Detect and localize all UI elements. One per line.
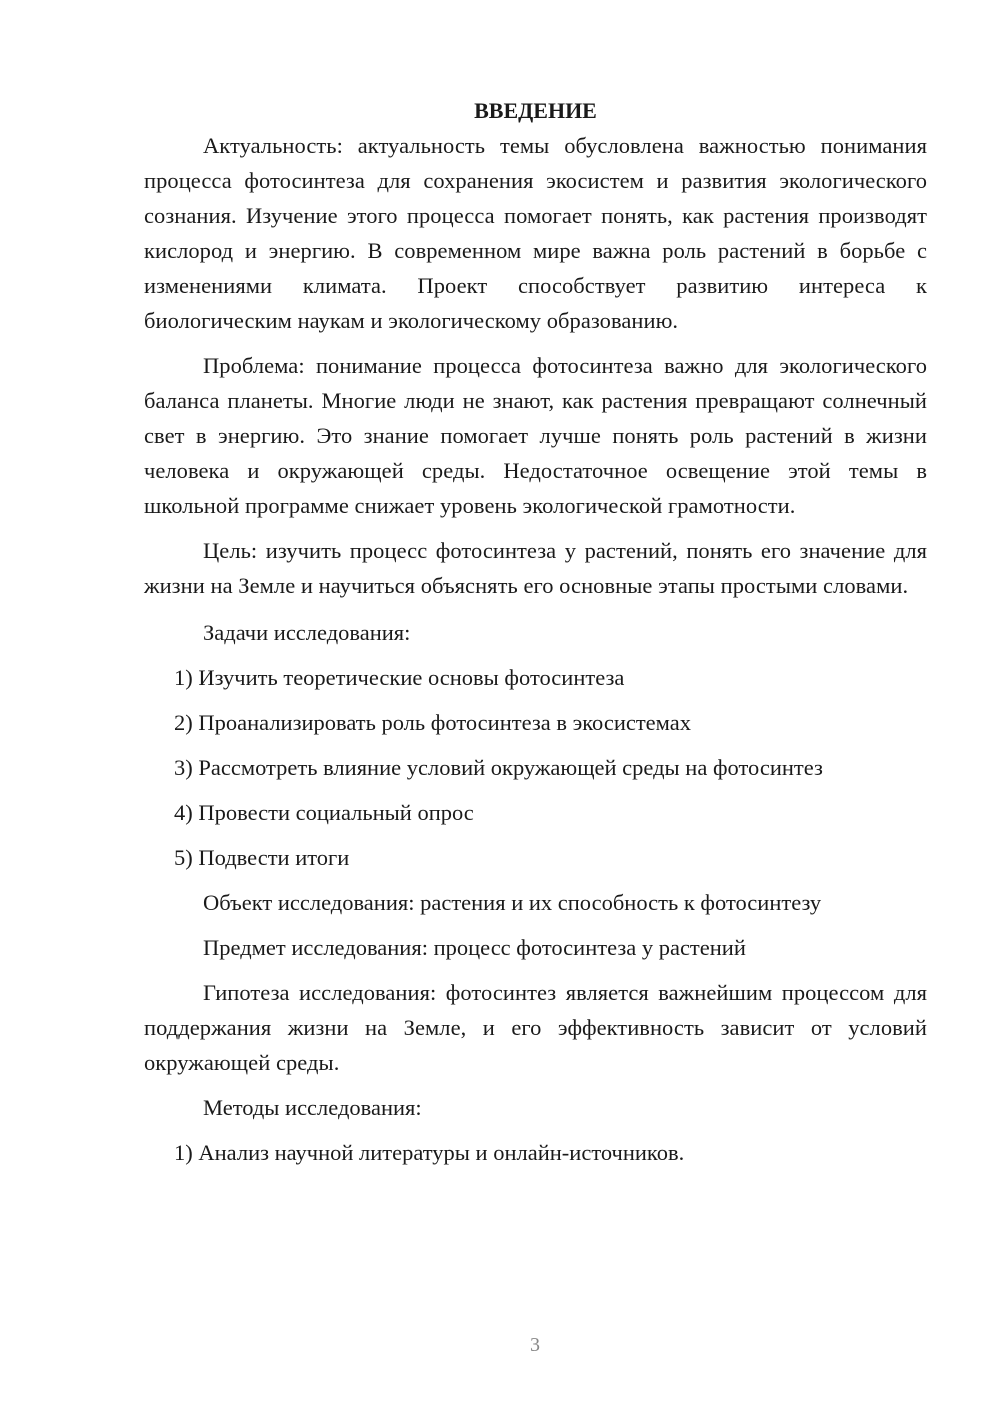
list-item: 2) Проанализировать роль фотосинтеза в экосистемах (174, 710, 691, 735)
list-item: 5) Подвести итоги (174, 845, 350, 870)
list-item: 1) Изучить теоретические основы фотосинтеза (174, 665, 625, 690)
problem-paragraph: Проблема: понимание процесса фотосинтеза важно для экологического баланса планеты. Многие люди не знают, как растения превращают солнечный свет в энергию. Это знание помогает лучше понять роль растений в жизни человека и окружающей среды. Недостаточное освещение этой темы в школьной программе снижает уровень экологической грамотности. (144, 353, 927, 518)
methods-list (144, 1135, 927, 1170)
relevance-paragraph: Актуальность: актуальность темы обусловлена важностью понимания процесса фотосинтеза для сохранения экосистем и развития экологического сознания. Изучение этого процесса помогает понять, как растения производят кислород и энергию. В современном мире важна роль растений в борьбе с изменениями климата. Проект способствует развитию интереса к биологическим наукам и экологическому образованию. (144, 133, 927, 333)
methods-heading: Методы исследования: (203, 1095, 422, 1120)
page-number: 3 (530, 1334, 540, 1356)
research-object: Объект исследования: растения и их способность к фотосинтезу (203, 890, 822, 915)
tasks-heading: Задачи исследования: (203, 620, 411, 645)
tasks-list (144, 660, 927, 875)
list-item: 3) Рассмотреть влияние условий окружающей среды на фотосинтез (174, 755, 823, 780)
goal-paragraph: Цель: изучить процесс фотосинтеза у растений, понять его значение для жизни на Земле и научиться объяснять его основные этапы простыми словами. (144, 538, 927, 598)
research-subject: Предмет исследования: процесс фотосинтеза у растений (203, 935, 746, 960)
section-heading: ВВЕДЕНИЕ (474, 98, 597, 123)
list-item: 1) Анализ научной литературы и онлайн-источников. (174, 1140, 685, 1165)
hypothesis-paragraph: Гипотеза исследования: фотосинтез является важнейшим процессом для поддержания жизни на Земле, и его эффективность зависит от условий окружающей среды. (144, 980, 927, 1075)
list-item: 4) Провести социальный опрос (174, 800, 474, 825)
